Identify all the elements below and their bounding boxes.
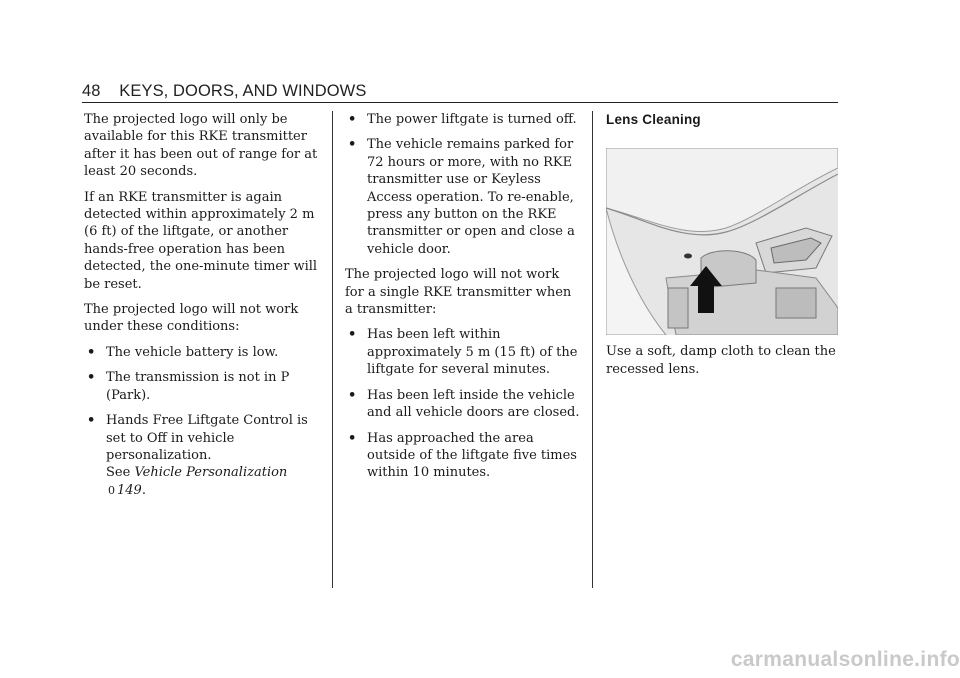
list-item xyxy=(84,412,320,499)
cross-reference-link[interactable]: Vehicle Personalization xyxy=(134,465,288,481)
column-divider xyxy=(592,111,593,588)
bullet-icon: • xyxy=(348,327,357,343)
list-item-text: The power liftgate is turned off. xyxy=(367,112,577,127)
cross-reference-page[interactable]: 149 xyxy=(117,482,142,498)
header-rule xyxy=(82,102,838,103)
list-item-text: Has approached the area outside of the liftgate five times within 10 minutes. xyxy=(367,430,577,481)
column-divider xyxy=(332,111,333,588)
see-prefix: See xyxy=(106,465,131,481)
bullet-icon: • xyxy=(348,430,357,446)
figure-caption: Use a soft, damp cloth to clean the recessed lens. xyxy=(606,344,836,377)
paragraph: The projected logo will only be available for this RKE transmitter after it has been out of range for at least 20 seconds. xyxy=(84,112,318,180)
list-item xyxy=(345,387,581,422)
page-header xyxy=(82,82,838,101)
section-heading: Lens Cleaning xyxy=(606,112,701,127)
bullet-icon: • xyxy=(348,387,357,403)
column-1 xyxy=(84,111,320,507)
list-item-text: Has been left inside the vehicle and all vehicle doors are closed. xyxy=(367,387,580,421)
bullet-icon: • xyxy=(87,413,96,429)
paragraph: The projected logo will not work for a single RKE transmitter when a transmitter: xyxy=(345,267,572,318)
see-suffix: . xyxy=(141,482,146,498)
list-item-text: Hands Free Liftgate Control is set to Off in vehicle personalization. xyxy=(106,413,308,463)
list-item xyxy=(345,136,581,258)
paragraph: If an RKE transmitter is again detected within approximately 2 m (6 ft) of the liftgate, or another hands-free operation has been detected, the one-minute timer will be reset. xyxy=(84,189,318,292)
list-item-text: Has been left within approximately 5 m (15 ft) of the liftgate for several minutes. xyxy=(367,327,578,378)
section-title-header: KEYS, DOORS, AND WINDOWS xyxy=(119,82,367,100)
column-2 xyxy=(345,111,581,490)
list-item xyxy=(84,344,320,361)
list-item xyxy=(345,326,581,378)
bullet-icon: • xyxy=(87,344,96,360)
lens-location-illustration xyxy=(606,148,838,335)
list-item-text: The transmission is not in P (Park). xyxy=(106,370,290,403)
list-item xyxy=(84,369,320,404)
page-number: 48 xyxy=(82,82,101,100)
list-item xyxy=(345,111,581,128)
list-item-text: The vehicle battery is low. xyxy=(106,344,279,360)
bullet-icon: • xyxy=(87,370,96,386)
page-reference-arrow-icon: 0 xyxy=(108,483,115,497)
bullet-icon: • xyxy=(348,137,357,153)
list-item xyxy=(345,430,581,482)
watermark: carmanualsonline.info xyxy=(730,648,960,671)
bullet-icon: • xyxy=(348,112,357,127)
column-3 xyxy=(606,111,838,386)
paragraph: The projected logo will not work under these conditions: xyxy=(84,302,299,335)
list-item-text: The vehicle remains parked for 72 hours or more, with no RKE transmitter use or Keyless Access operation. To re-enable, press any button on the RKE transmitter or open and close a vehicle door. xyxy=(367,137,575,257)
